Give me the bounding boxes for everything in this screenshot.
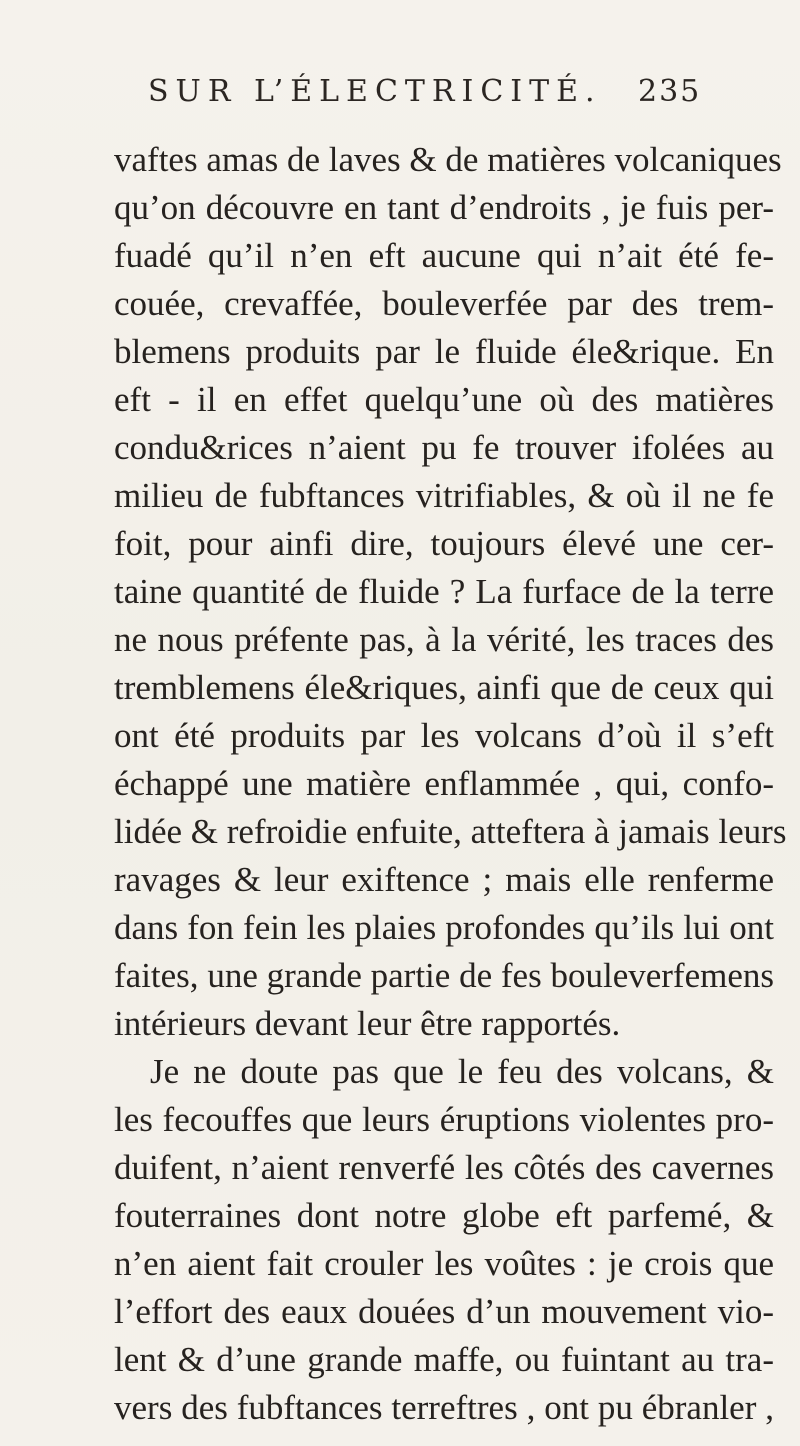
text-line: l’effort des eaux douées d’un mouvement vio- [114, 1292, 774, 1331]
text-line: couée, crevaffée, bouleverfée par des trem- [114, 284, 774, 323]
text-line: lidée & refroidie enfuite, atteftera à jamais leurs [114, 812, 787, 851]
text-line: milieu de fubftances vitrifiables, & où il ne fe [114, 476, 774, 515]
text-line: taine quantité de fluide ? La furface de la terre [114, 572, 774, 611]
text-line: les fecouffes que leurs éruptions violentes pro- [114, 1100, 774, 1139]
text-line: n’en aient fait crouler les voûtes : je crois que [114, 1244, 774, 1283]
text-line: fuadé qu’il n’en eft aucune qui n’ait été fe- [114, 236, 774, 275]
text-line: lent & d’une grande maffe, ou fuintant au tra- [114, 1340, 774, 1379]
text-line: échappé une matière enflammée , qui, confo- [114, 764, 774, 803]
text-line: qu’on découvre en tant d’endroits , je fuis per- [114, 188, 774, 227]
text-line: ravages & leur exiftence ; mais elle renferme [114, 860, 774, 899]
text-line: fouterraines dont notre globe eft parfemé, & [114, 1196, 774, 1235]
text-line: vers des fubftances terreftres , ont pu ébranler , [114, 1388, 774, 1427]
text-line: foit, pour ainfi dire, toujours élevé une cer- [114, 524, 774, 563]
text-line: ont été produits par les volcans d’où il s’eft [114, 716, 774, 755]
text-line: dans fon fein les plaies profondes qu’ils lui ont [114, 908, 774, 947]
text-line: blemens produits par le fluide éle&rique. En [114, 332, 774, 371]
text-line: vaftes amas de laves & de matières volcaniques [114, 140, 782, 179]
text-line: ne nous préfente pas, à la vérité, les traces des [114, 620, 774, 659]
text-line: duifent, n’aient renverfé les côtés des cavernes [114, 1148, 774, 1187]
text-line: eft - il en effet quelqu’une où des matières [114, 380, 774, 419]
running-title: SUR L’ÉLECTRICITÉ. [148, 74, 602, 109]
page-number: 235 [638, 74, 702, 109]
text-line: condu&rices n’aient pu fe trouver ifolées au [114, 428, 774, 467]
text-line: intérieurs devant leur être rapportés. [114, 1004, 621, 1043]
text-line: faites, une grande partie de fes bouleverfemens [114, 956, 774, 995]
running-header [148, 74, 708, 122]
text-line: Je ne doute pas que le feu des volcans, & [150, 1052, 774, 1091]
text-line: tremblemens éle&riques, ainfi que de ceux qui [114, 668, 774, 707]
